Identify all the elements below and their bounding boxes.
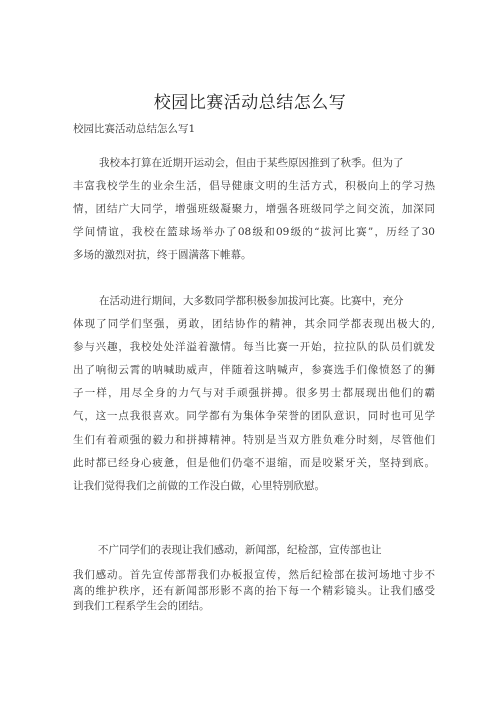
document-subtitle: 校园比赛活动总结怎么写1: [73, 123, 196, 135]
paragraph-line: 我们感动。首先宣传部帮我们办板报宣传，然后纪检部在拔河场地寸步不: [73, 569, 435, 581]
paragraph-line: 体现了同学们坚强，勇敢，团结协作的精神，其余同学都表现出极大的,: [73, 318, 435, 331]
paragraph-3-first-line: 不广同学们的表现让我们感动，新闻部，纪检部，宣传部也让: [98, 544, 382, 556]
paragraph-line: 子一样，用尽全身的力气与对手顽强拼搏。很多男士都展现出他们的霸: [73, 387, 435, 400]
paragraph-line: 情，团结广大同学，增强班级凝聚力，增强各班级同学之间交流，加深同: [73, 203, 435, 216]
paragraph-line: 参与兴趣，我校处处洋溢着激情。每当比赛一开始，拉拉队的队员们就发: [73, 341, 435, 354]
paragraph-line: 让我们觉得我们之前做的工作没白做，心里特别欣慰。: [73, 479, 325, 492]
paragraph-line: 在活动进行期间，大多数同学都积极参加拔河比赛。比赛中，充分: [99, 295, 404, 307]
paragraph-line: 生们有着顽强的毅力和拼搏精神。特别是当双方胜负难分时刻，尽管他们: [73, 433, 435, 446]
document-title: 校园比赛活动总结怎么写: [153, 93, 347, 113]
paragraph-line: 此时都已经身心疲惫，但是他们仍毫不退缩，而是咬紧牙关，坚持到底。: [73, 456, 435, 469]
paragraph-line: 学间情谊，我校在篮球场举办了08级和09级的“拔河比赛”，历经了30: [73, 226, 435, 239]
paragraph-line: 离的维护秩序，还有新闻部形影不离的抬下每一个精彩镜头。让我们感受: [73, 584, 435, 597]
paragraph-3: [73, 568, 435, 615]
paragraph-line: 气，这一点我很喜欢。同学都有为集体争荣誉的团队意识，同时也可见学: [73, 410, 435, 423]
paragraph-line: 到我们工程系学生会的团结。: [73, 600, 210, 612]
paragraph-2: [73, 290, 435, 498]
paragraph-line: 我校本打算在近期开运动会，但由于某些原因推到了秋季。但为了: [99, 157, 404, 169]
paragraph-line: 多场的激烈对抗，终于圆满落下帷幕。: [73, 249, 252, 262]
paragraph-1: [73, 152, 435, 267]
paragraph-line: 出了响彻云霄的呐喊助威声，伴随着这呐喊声，参赛选手们像愤怒了的狮: [73, 364, 435, 377]
paragraph-line: 丰富我校学生的业余生活，倡导健康文明的生活方式，积极向上的学习热: [73, 180, 435, 193]
